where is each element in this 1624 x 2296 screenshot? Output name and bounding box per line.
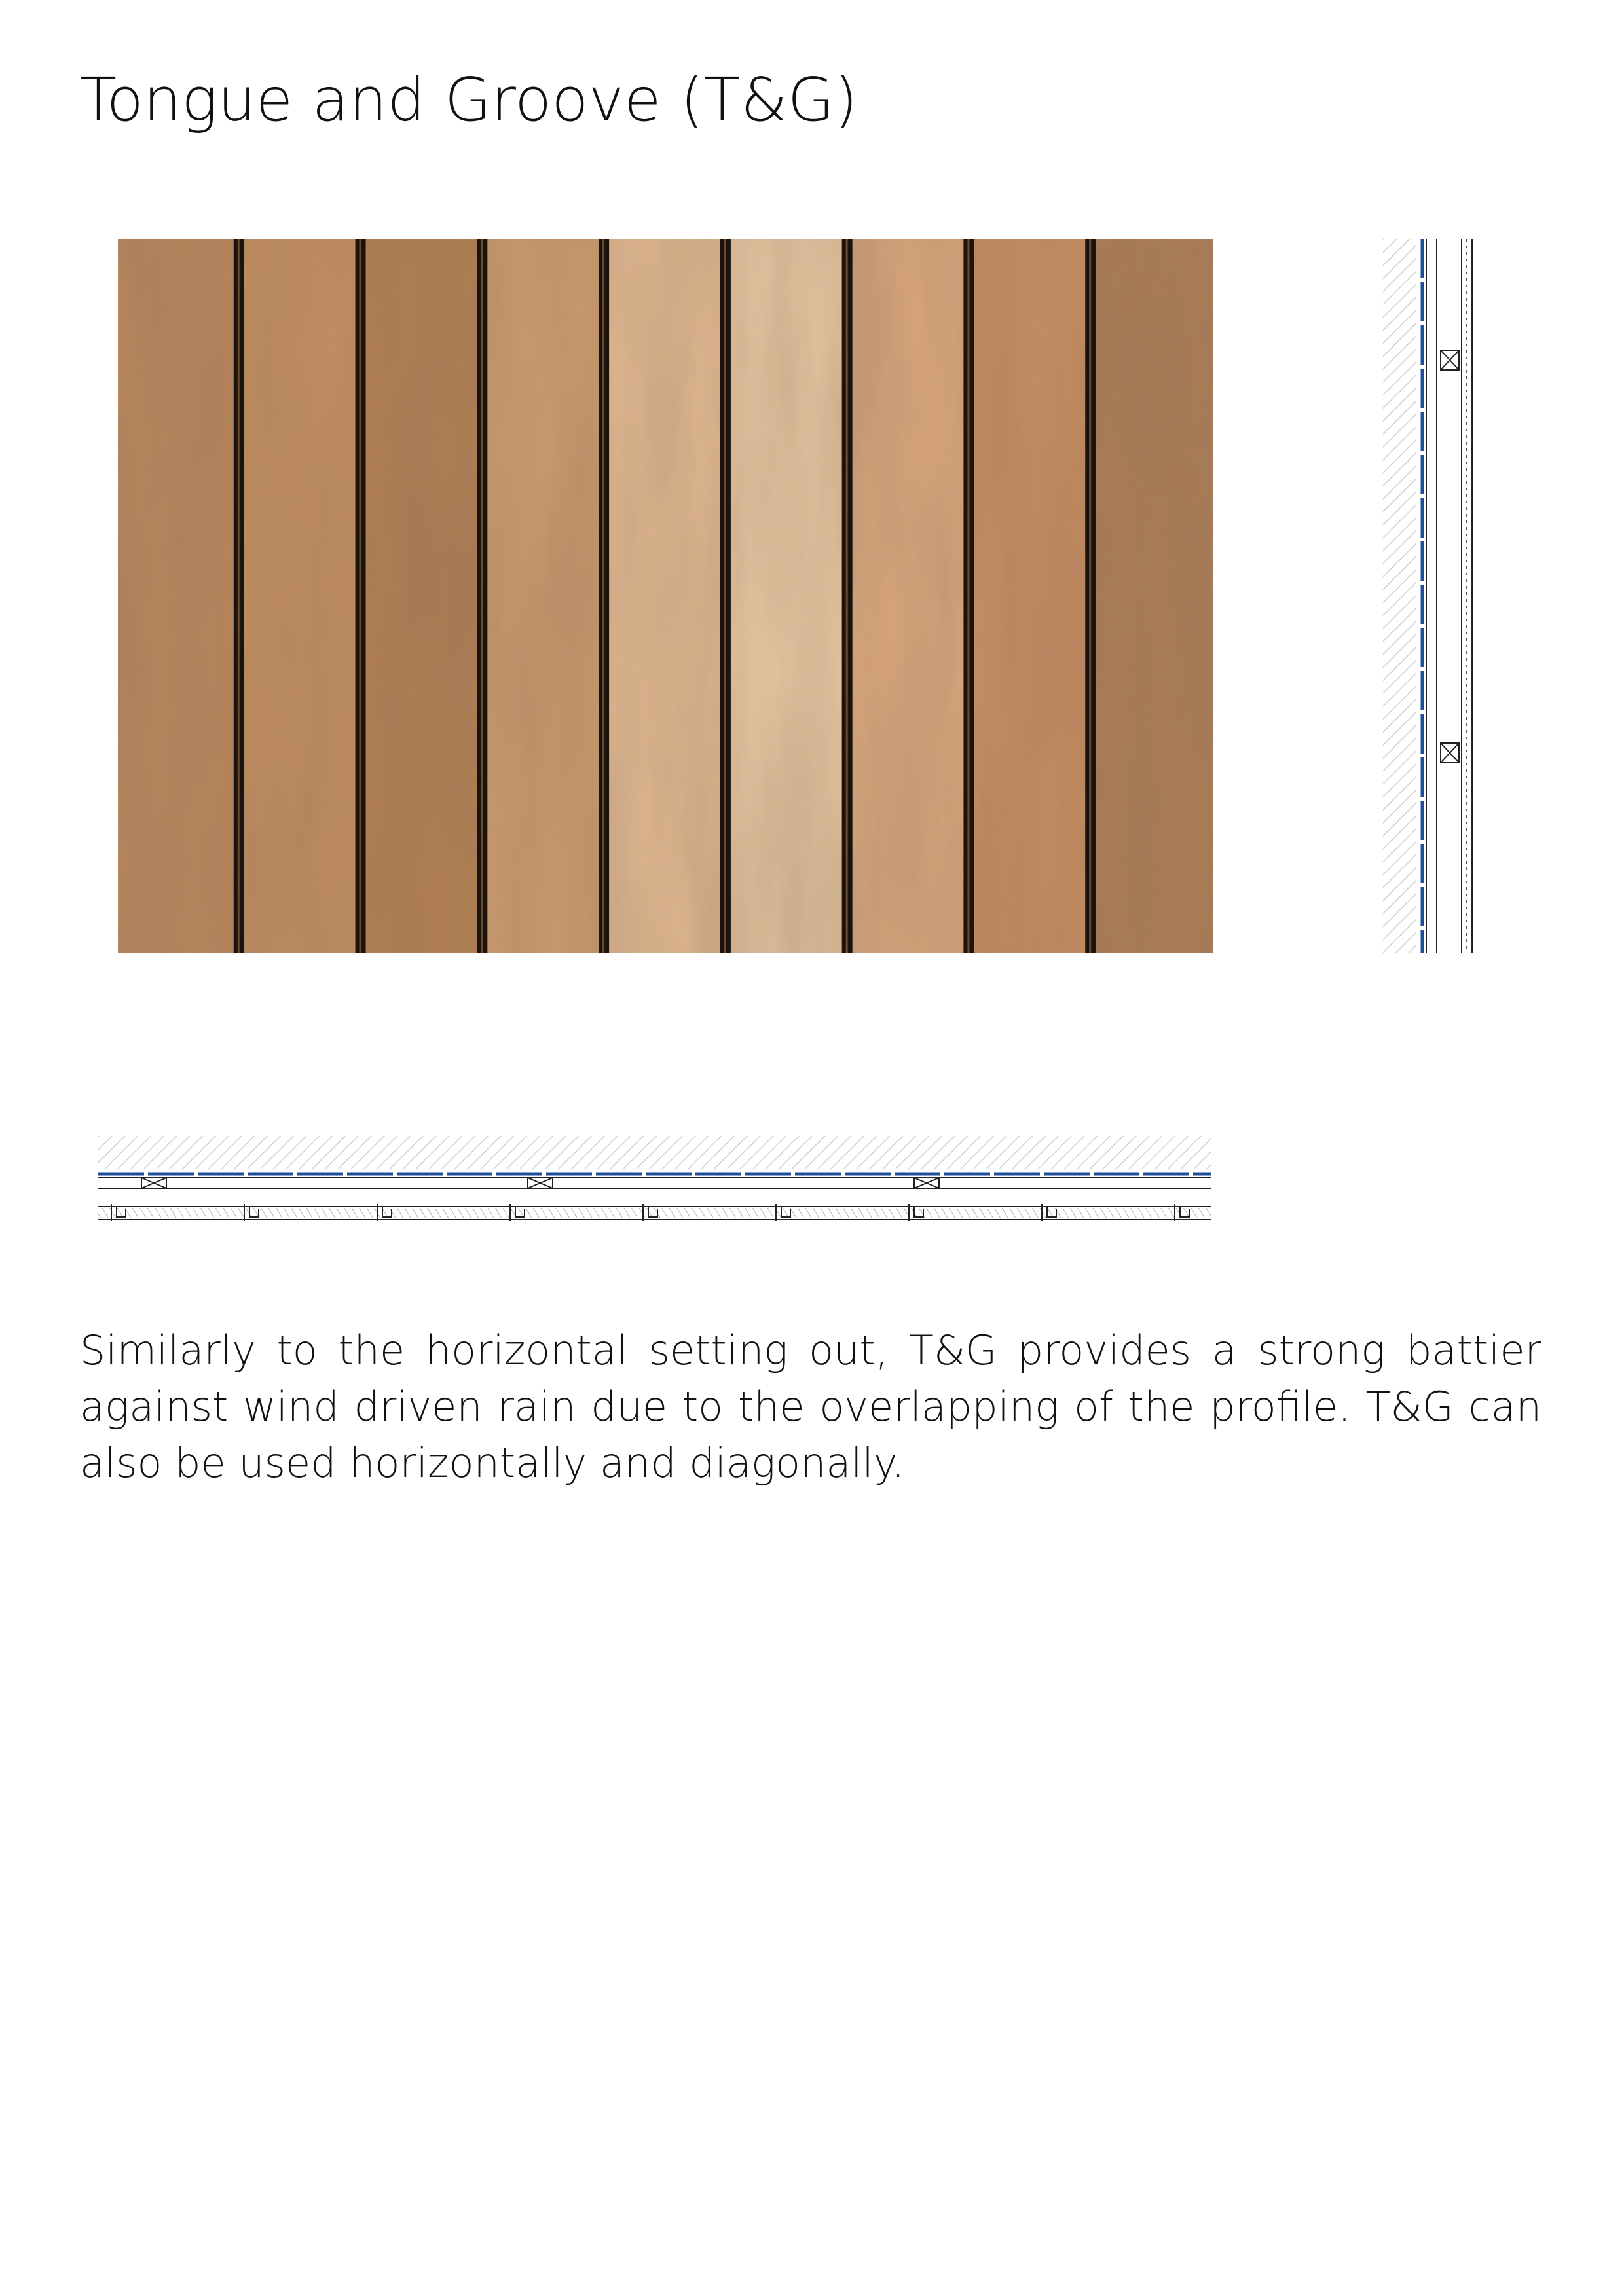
groove-highlight [846,239,848,953]
vertical-section-drawing [1383,239,1488,953]
groove-highlight [967,239,969,953]
groove-highlight [360,239,361,953]
groove-highlight [602,239,604,953]
batten-symbol [141,1178,166,1188]
horizontal-section-drawing [98,1136,1211,1234]
vertical-section-detail [1383,239,1488,953]
horizontal-section-detail [98,1136,1211,1234]
groove-highlight [1089,239,1091,953]
wall-hatch [1383,239,1416,953]
batten-symbol [914,1178,939,1188]
page-title: Tongue and Groove (T&G) [80,65,858,135]
batten-symbol [528,1178,553,1188]
body-paragraph: Similarly to the horizontal setting out, T&G provides a strong battier against wind driven rain due to the overlapping of the profile. T&G can also be used horizontally and diagonally. [80,1326,1541,1487]
groove-highlight [724,239,726,953]
batten-symbol [1441,350,1459,370]
groove-highlight [238,239,240,953]
wall-hatch [98,1136,1211,1169]
groove-highlight [481,239,483,953]
tongue-and-groove-cladding-photo [118,239,1213,953]
wood-boards-illustration [118,239,1213,953]
batten-symbol [1441,743,1459,763]
